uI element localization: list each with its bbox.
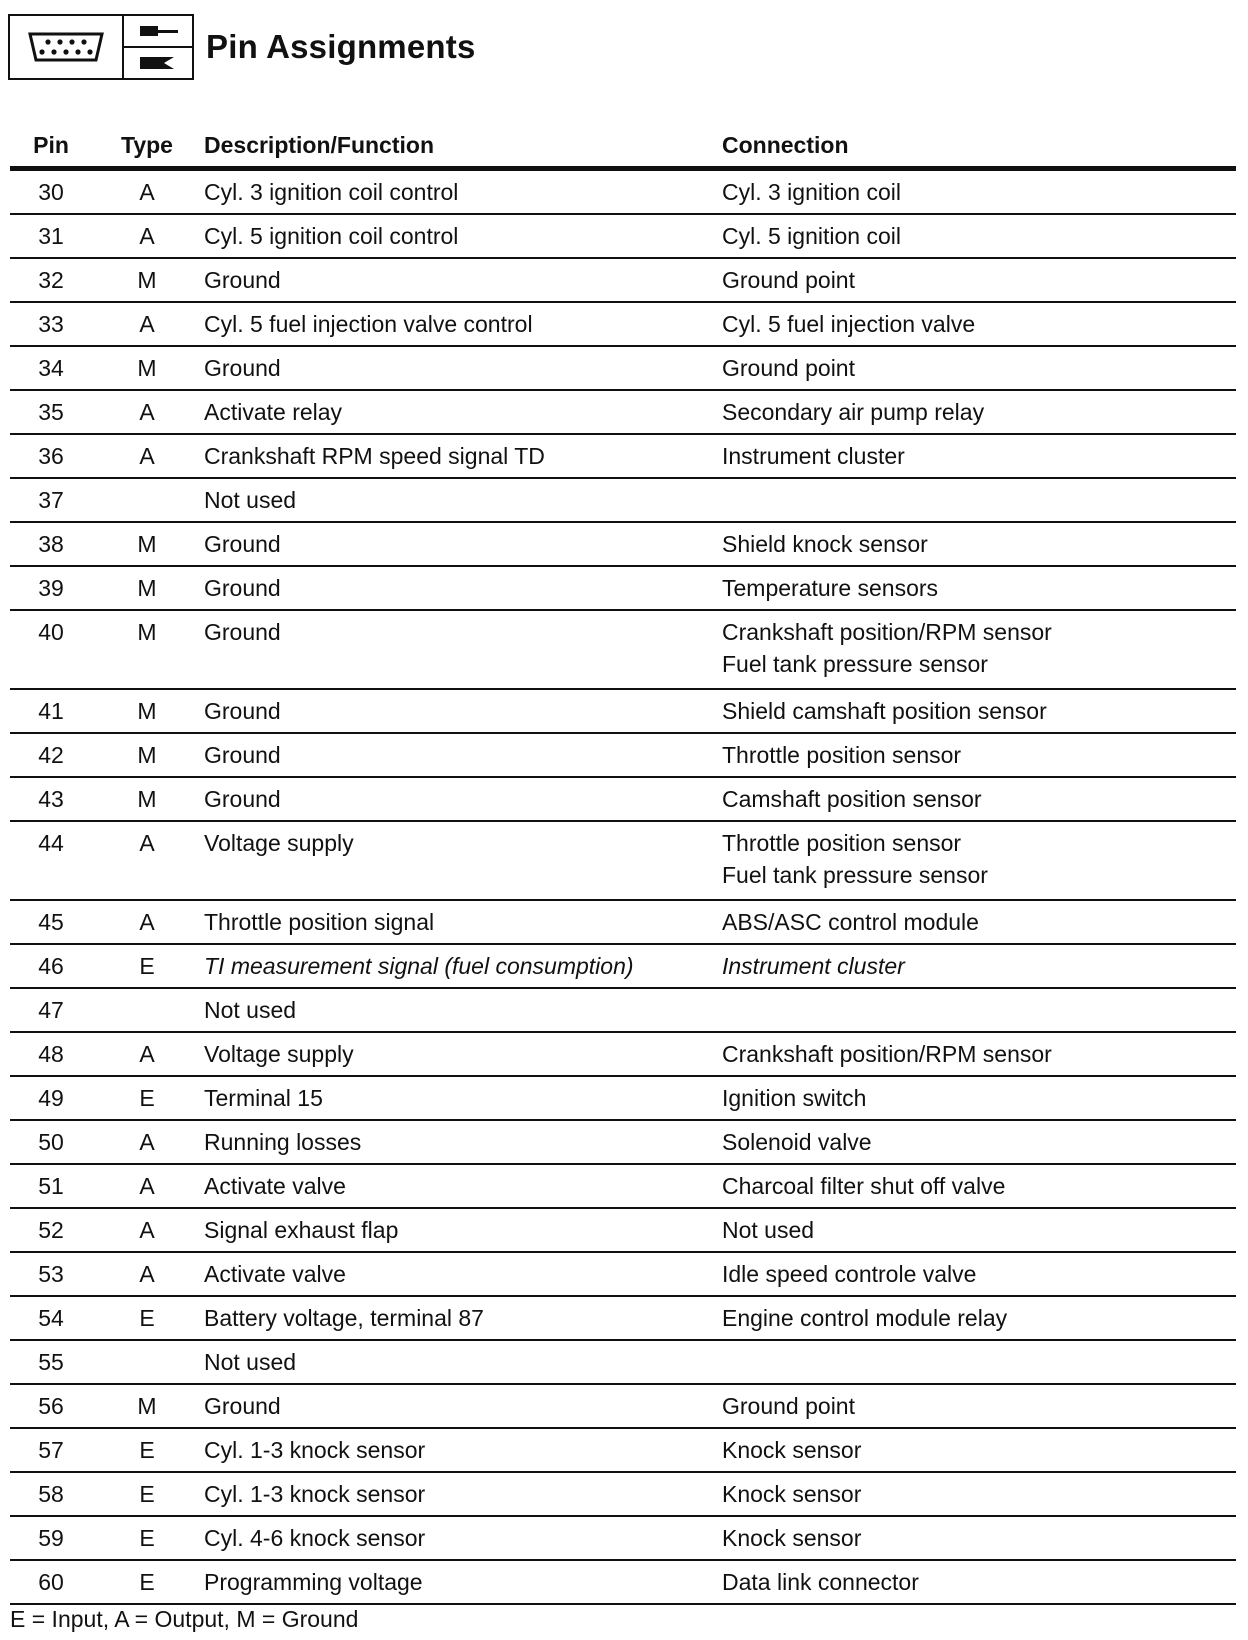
table-row [10, 988, 1236, 1032]
type-cell: E [92, 1076, 202, 1120]
description-cell: Ground [202, 610, 720, 689]
description-cell: Voltage supply [202, 1032, 720, 1076]
connection-line: Shield camshaft position sensor [722, 698, 1047, 724]
table-row [10, 1296, 1236, 1340]
description-cell: Ground [202, 1384, 720, 1428]
description-cell: Ground [202, 777, 720, 821]
type-cell: M [92, 522, 202, 566]
pin-cell: 46 [10, 944, 92, 988]
description-cell: Battery voltage, terminal 87 [202, 1296, 720, 1340]
connection-line: Ground point [722, 1393, 855, 1419]
connection-cell [720, 1164, 1236, 1208]
pin-direction-icon [122, 14, 194, 80]
female-pin-icon [124, 48, 192, 78]
type-cell: A [92, 390, 202, 434]
description-cell: Activate valve [202, 1164, 720, 1208]
table-row [10, 1428, 1236, 1472]
table-row [10, 1252, 1236, 1296]
connection-cell [720, 1032, 1236, 1076]
connection-cell [720, 1076, 1236, 1120]
pin-cell: 59 [10, 1516, 92, 1560]
page-title: Pin Assignments [206, 28, 476, 65]
pin-cell: 47 [10, 988, 92, 1032]
description-cell: Programming voltage [202, 1560, 720, 1604]
connection-line: Temperature sensors [722, 575, 939, 601]
connection-line: Data link connector [722, 1569, 919, 1595]
table-row [10, 566, 1236, 610]
connection-cell [720, 566, 1236, 610]
pin-cell: 36 [10, 434, 92, 478]
description-cell: Ground [202, 346, 720, 390]
pin-cell: 33 [10, 302, 92, 346]
pin-cell: 49 [10, 1076, 92, 1120]
table-body [10, 169, 1236, 1605]
table-row [10, 1032, 1236, 1076]
connection-line: Knock sensor [722, 1437, 862, 1463]
table-header-row [10, 124, 1236, 169]
connection-line: Cyl. 3 ignition coil [722, 179, 901, 205]
type-cell: M [92, 258, 202, 302]
connection-line: ABS/ASC control module [722, 909, 979, 935]
connection-line: Knock sensor [722, 1525, 862, 1551]
connector-icon [8, 14, 124, 80]
table-row [10, 214, 1236, 258]
connection-line: Shield knock sensor [722, 531, 928, 557]
type-cell: A [92, 900, 202, 944]
description-cell: Terminal 15 [202, 1076, 720, 1120]
table-row [10, 689, 1236, 733]
table-row [10, 1472, 1236, 1516]
description-cell: Activate relay [202, 390, 720, 434]
connection-cell [720, 478, 1236, 522]
connection-line: Instrument cluster [722, 443, 905, 469]
connection-cell [720, 346, 1236, 390]
connection-cell [720, 777, 1236, 821]
type-cell: A [92, 1252, 202, 1296]
connection-cell [720, 434, 1236, 478]
description-cell: Cyl. 5 fuel injection valve control [202, 302, 720, 346]
pin-cell: 39 [10, 566, 92, 610]
connection-cell [720, 1296, 1236, 1340]
table-row [10, 169, 1236, 215]
connection-line: Camshaft position sensor [722, 786, 982, 812]
pin-cell: 55 [10, 1340, 92, 1384]
table-row [10, 733, 1236, 777]
connection-cell [720, 390, 1236, 434]
connection-cell [720, 169, 1236, 215]
connection-line: Solenoid valve [722, 1129, 872, 1155]
pin-cell: 45 [10, 900, 92, 944]
description-cell: Activate valve [202, 1252, 720, 1296]
table-row [10, 1340, 1236, 1384]
pin-cell: 41 [10, 689, 92, 733]
column-header-pin: Pin [10, 124, 92, 169]
table-row [10, 1384, 1236, 1428]
type-legend: E = Input, A = Output, M = Ground [10, 1606, 359, 1632]
table-row [10, 777, 1236, 821]
pin-cell: 60 [10, 1560, 92, 1604]
type-cell: M [92, 346, 202, 390]
pin-cell: 35 [10, 390, 92, 434]
connection-cell [720, 1560, 1236, 1604]
type-cell: E [92, 1296, 202, 1340]
pin-cell: 54 [10, 1296, 92, 1340]
connection-cell [720, 689, 1236, 733]
connection-cell [720, 944, 1236, 988]
table-row [10, 944, 1236, 988]
type-cell: E [92, 944, 202, 988]
description-cell: Not used [202, 1340, 720, 1384]
pin-cell: 32 [10, 258, 92, 302]
table-row [10, 900, 1236, 944]
pin-cell: 56 [10, 1384, 92, 1428]
connection-line: Cyl. 5 fuel injection valve [722, 311, 976, 337]
connector-graphic [24, 30, 108, 64]
connection-cell [720, 1252, 1236, 1296]
connection-line: Ground point [722, 267, 855, 293]
connection-cell [720, 1208, 1236, 1252]
connection-line: Cyl. 5 ignition coil [722, 223, 901, 249]
connection-cell [720, 733, 1236, 777]
connection-cell [720, 214, 1236, 258]
type-cell: A [92, 1208, 202, 1252]
pin-cell: 51 [10, 1164, 92, 1208]
connection-line: Ignition switch [722, 1085, 867, 1111]
column-header-connection: Connection [720, 124, 1236, 169]
pin-cell: 37 [10, 478, 92, 522]
description-cell: Cyl. 1-3 knock sensor [202, 1472, 720, 1516]
type-cell: A [92, 1032, 202, 1076]
type-cell: E [92, 1516, 202, 1560]
table-row [10, 1560, 1236, 1604]
type-cell: A [92, 169, 202, 215]
table-row [10, 1076, 1236, 1120]
connection-cell [720, 988, 1236, 1032]
connection-line: Crankshaft position/RPM sensor [722, 619, 1052, 645]
connection-line: Fuel tank pressure sensor [722, 651, 988, 677]
connection-line: Ground point [722, 355, 855, 381]
connection-cell [720, 522, 1236, 566]
pin-cell: 44 [10, 821, 92, 900]
description-cell: Not used [202, 988, 720, 1032]
type-cell [92, 988, 202, 1032]
table-row [10, 478, 1236, 522]
pin-cell: 38 [10, 522, 92, 566]
connection-cell [720, 1428, 1236, 1472]
description-cell: Signal exhaust flap [202, 1208, 720, 1252]
connection-line: Instrument cluster [722, 953, 905, 979]
table-row [10, 346, 1236, 390]
connection-cell [720, 1120, 1236, 1164]
description-cell: Cyl. 5 ignition coil control [202, 214, 720, 258]
pin-cell: 50 [10, 1120, 92, 1164]
type-cell: A [92, 214, 202, 258]
connection-line: Idle speed controle valve [722, 1261, 977, 1287]
type-cell: M [92, 566, 202, 610]
description-cell: Cyl. 4-6 knock sensor [202, 1516, 720, 1560]
connection-line: Crankshaft position/RPM sensor [722, 1041, 1052, 1067]
type-cell: A [92, 1164, 202, 1208]
pin-cell: 42 [10, 733, 92, 777]
pin-cell: 40 [10, 610, 92, 689]
description-cell: Crankshaft RPM speed signal TD [202, 434, 720, 478]
table-row [10, 610, 1236, 689]
type-cell: M [92, 610, 202, 689]
type-cell: A [92, 1120, 202, 1164]
pin-cell: 58 [10, 1472, 92, 1516]
connection-line: Throttle position sensor [722, 742, 962, 768]
connection-cell [720, 302, 1236, 346]
connection-cell [720, 258, 1236, 302]
type-cell [92, 1340, 202, 1384]
pin-cell: 43 [10, 777, 92, 821]
table-row [10, 302, 1236, 346]
table-row [10, 1120, 1236, 1164]
connection-cell [720, 1516, 1236, 1560]
description-cell: Ground [202, 733, 720, 777]
description-cell: TI measurement signal (fuel consumption) [202, 944, 720, 988]
connection-cell [720, 1384, 1236, 1428]
type-cell: E [92, 1560, 202, 1604]
table-row [10, 522, 1236, 566]
connection-line: Knock sensor [722, 1481, 862, 1507]
description-cell: Cyl. 1-3 knock sensor [202, 1428, 720, 1472]
type-cell: M [92, 689, 202, 733]
type-cell: M [92, 733, 202, 777]
type-cell: M [92, 777, 202, 821]
connection-line: Secondary air pump relay [722, 399, 985, 425]
type-cell: A [92, 302, 202, 346]
pin-cell: 52 [10, 1208, 92, 1252]
connection-line: Fuel tank pressure sensor [722, 862, 988, 888]
table-row [10, 1516, 1236, 1560]
connection-line: Charcoal filter shut off valve [722, 1173, 1006, 1199]
male-pin-icon [124, 16, 192, 48]
connection-line: Not used [722, 1217, 815, 1243]
pin-cell: 53 [10, 1252, 92, 1296]
description-cell: Ground [202, 689, 720, 733]
connection-cell [720, 1340, 1236, 1384]
description-cell: Throttle position signal [202, 900, 720, 944]
type-cell [92, 478, 202, 522]
type-cell: E [92, 1472, 202, 1516]
pin-cell: 31 [10, 214, 92, 258]
table-row [10, 258, 1236, 302]
pin-cell: 30 [10, 169, 92, 215]
type-cell: M [92, 1384, 202, 1428]
connection-cell [720, 610, 1236, 689]
description-cell: Not used [202, 478, 720, 522]
connection-line: Throttle position sensor [722, 830, 962, 856]
description-cell: Running losses [202, 1120, 720, 1164]
type-cell: A [92, 434, 202, 478]
pin-cell: 57 [10, 1428, 92, 1472]
connection-line: Engine control module relay [722, 1305, 1008, 1331]
table-row [10, 1164, 1236, 1208]
table-row [10, 1208, 1236, 1252]
column-header-type: Type [92, 124, 202, 169]
type-cell: E [92, 1428, 202, 1472]
column-header-description: Description/Function [202, 124, 720, 169]
table-row [10, 821, 1236, 900]
page-header [8, 12, 476, 82]
description-cell: Ground [202, 566, 720, 610]
description-cell: Voltage supply [202, 821, 720, 900]
connection-cell [720, 900, 1236, 944]
connection-cell [720, 1472, 1236, 1516]
pin-assignments-table [10, 124, 1236, 1605]
pin-cell: 34 [10, 346, 92, 390]
description-cell: Ground [202, 522, 720, 566]
type-cell: A [92, 821, 202, 900]
description-cell: Ground [202, 258, 720, 302]
pin-cell: 48 [10, 1032, 92, 1076]
table-row [10, 434, 1236, 478]
connection-cell [720, 821, 1236, 900]
table-row [10, 390, 1236, 434]
description-cell: Cyl. 3 ignition coil control [202, 169, 720, 215]
